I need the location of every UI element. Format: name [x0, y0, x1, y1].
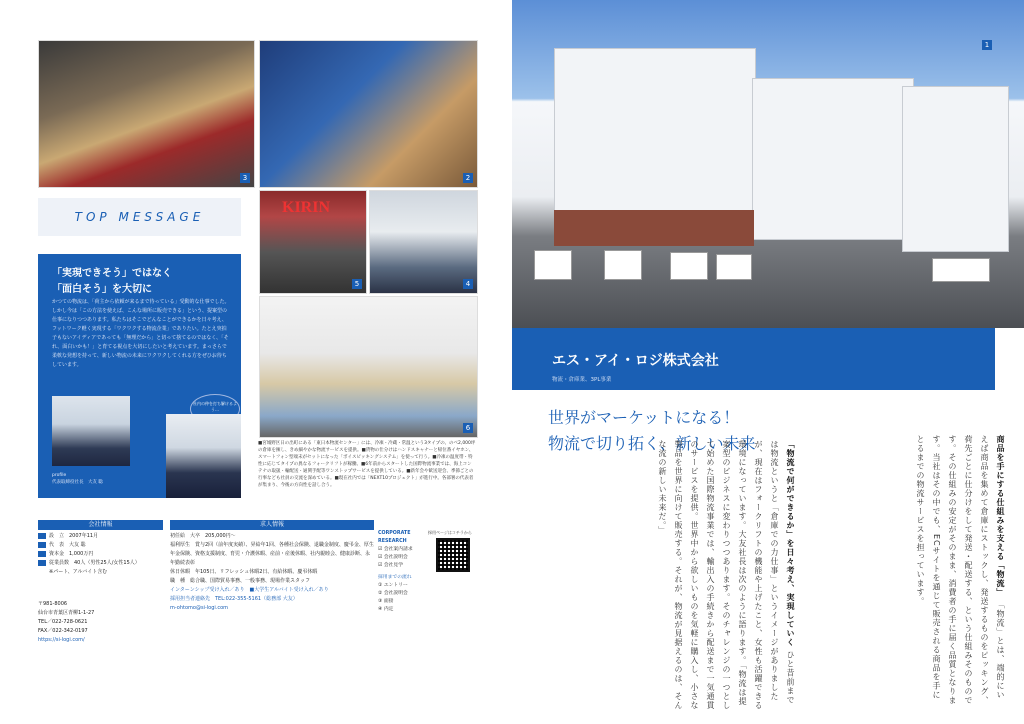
profile-block	[52, 472, 103, 486]
building-left-wing	[554, 48, 756, 230]
truck	[670, 252, 708, 280]
address-block	[38, 600, 163, 645]
company-info-note: ※パート、アルバイト含む	[49, 569, 108, 575]
column-2-heading: 「物流で何ができるか」を日々考え、実現していく	[786, 440, 795, 647]
ceo-standing-photo	[166, 414, 241, 498]
job-row: 採用担当者連絡先 TEL:022-355-5161（総務部 大友）	[170, 596, 298, 602]
truck	[932, 258, 990, 282]
corp-item[interactable]: ☑ 会社案内請求	[378, 547, 413, 552]
photo-number: 5	[352, 279, 362, 289]
building-right-wing	[902, 86, 1009, 252]
office-phone-photo	[369, 190, 478, 294]
column-2-body: ひと昔前までは物流というと「倉庫での力仕事」というイメージがありましたが、現在はフォークリフトの機能や上げたこと、女性も活躍できる環境になっています。大友社長は次のように語ります。「物流は提案型のビジネスに変わりつつあります。そのチャレンジの一つとして始めた国際物流事業では、輸出入の手続きから配送まで一気通貫のサービスを提供。世界中から欲しいものを気軽に購入し、小さな製品を世界に向けて販売する。それが、物流が見据えるのは、そんな流の新しい未来だ。」	[658, 440, 795, 710]
photo-number: 6	[463, 423, 473, 433]
corp-item[interactable]: ☑ 会社見学	[378, 563, 404, 568]
message-body: かつての物流は、「荷主から依頼が来るまで待っている」受動的な仕事でした。しかし今は「この方法を使えば、こんな場所に販売できる」という、提案型の仕事になりつつあります。私たちはそこでどんなことができるかを日々考え、フットワーク軽く実現する「ワクワクする物流企業」でありたい。たとえ突拍子もないアイディアであっても「無理だから」と切って捨てるのではなく、「それ、面白いかも！」と育てる視点を大切にしたいと考えています。まっさらで柔軟な発想を持って、新しい物流の未来にワクワクしてくれる方をぜひお待ちしています。	[52, 299, 230, 368]
postal-code: 〒981-8006	[38, 601, 68, 607]
meeting-photo	[259, 296, 478, 438]
file-number: file08	[910, 663, 959, 683]
street-address: 仙台市青葉区青柳1-1-27	[38, 610, 95, 616]
warehouse-forklift-photo	[38, 40, 255, 188]
job-row: 休日休暇 年105日、リフレッシュ休暇2日、有給休暇、慶弔休暇	[170, 569, 318, 575]
photo-number: 2	[463, 173, 473, 183]
flow-step: ④ 内定	[378, 607, 394, 612]
corp-item[interactable]: ☑ 会社説明会	[378, 555, 408, 560]
catch-line-1: 世界がマーケットになる！	[548, 408, 740, 427]
job-row: 職 種 総合職、国際貿易事務、一般事務、現場作業スタッフ	[170, 578, 311, 584]
article-column-1	[818, 435, 1008, 705]
loading-dock	[554, 210, 754, 246]
company-info-row: 資本金 1,000万円	[38, 550, 163, 559]
message-headline	[52, 266, 172, 298]
job-row: 福利厚生 賞与2回（前年度実績）、昇給年1回、各種社会保険、退職金制度、慶弔金、厚生年金保険、資格支援制度、育児・介護休暇、産前・産後休暇、社内親睦会、健康診断、永年勤続表彰	[170, 542, 374, 566]
job-row: インターンシップ受け入れ／あり ■大学生アルバイト受け入れ／あり	[170, 587, 329, 593]
qr-caption: 採用ページはコチラから	[428, 530, 472, 535]
flow-step: ① エントリー	[378, 583, 408, 588]
company-info-row: 設 立 2007年11月	[38, 532, 163, 541]
photo-number: 4	[463, 279, 473, 289]
ceo-seated-photo	[52, 396, 130, 466]
building-middle-wing	[752, 78, 914, 240]
warehouse-building-photo	[512, 0, 1024, 328]
corporate-research-title: CORPORATE RESEARCH	[378, 531, 411, 544]
company-info-row: 代 表 大友 聡	[38, 541, 163, 550]
photo-number: 1	[982, 40, 992, 50]
company-info-list	[38, 532, 163, 577]
recruit-email[interactable]: m-ohtomo@si-logi.com	[170, 605, 229, 611]
right-page	[512, 0, 1024, 724]
voice-picking-worker-photo	[259, 40, 478, 188]
flow-step: ③ 面接	[378, 599, 394, 604]
qr-code-icon[interactable]	[436, 538, 470, 572]
phone-number: TEL／022-728-0621	[38, 619, 88, 625]
truck	[534, 250, 572, 280]
truck	[604, 250, 642, 280]
company-info-heading: 会社情報	[38, 520, 163, 530]
flow-title: 採用までの流れ	[378, 575, 412, 580]
photo-number: 3	[240, 173, 250, 183]
headline-line-2: 「面白そう」を大切に	[52, 284, 152, 295]
flow-step: ② 会社説明会	[378, 591, 408, 596]
website-link[interactable]: https://si-logi.com/	[38, 637, 85, 643]
article-column-2	[548, 440, 798, 710]
column-1-body: 「物流」とは、端的にいえば商品を集めて倉庫にストックし、発送するものをピッキング、荷先ごとに仕分けをして発送・配送する、という仕組みそのものです。その仕組みの安定がそのまま、消費者の手に届く品質となります。当社はその中でも、ECサイトを通じて販売される商品を手にとるまでの物流サービスを担っています。	[916, 435, 1005, 705]
fax-number: FAX／022-342-0197	[38, 628, 88, 634]
jobs-list	[170, 532, 374, 613]
company-info-row: 従業員数 40人（男性25人/女性15人）	[38, 559, 163, 568]
top-message-title: TOP MESSAGE	[74, 210, 205, 224]
profile-role: 代表取締役社長 大友 聡	[52, 480, 103, 485]
group-event-photo	[259, 190, 367, 294]
profile-label: profile	[52, 473, 67, 478]
catch-line-2: 物流で切り拓く、新しい未来	[548, 434, 756, 453]
job-row: 初任給 大卒 205,000円〜	[170, 533, 236, 539]
column-1-heading: 商品を手にする仕組みを支える「物流」	[996, 435, 1005, 597]
truck	[716, 254, 752, 280]
top-message-box	[38, 198, 241, 236]
company-category: 物流・倉庫業、3PL事業	[552, 377, 612, 383]
jobs-heading: 求人情報	[170, 520, 374, 530]
company-name: エス・アイ・ロジ株式会社	[552, 353, 719, 369]
photo-captions: ■宮城野区日の出町にある「東日本物流センター」には、冷凍・冷蔵・常温という3タイプの、のべ2,000坪の倉庫を擁し、きめ細やかな物流サービスを提供。■貨物の仕分けはハンドスキャナーと帰位番イヤホン、スマートフォン型端末がセットになった「ボイスピッキングシステム」を使って行う。■冷凍の温度帯・特性に応じてタイプの異なるフォークリフトが稼働。■6年前からスタートした国際物流事業では、海上コンテナの取扱・輸配送・通関手配等ワンストップサービスを提供している。■新年会や歓送迎会、季節ごとの行事なども社員の交流を深めている。■現在社内では「NEXT10プロジェクト」が進行中。各部署の代表者が集まり、今後の方向性を話し合う。	[258, 441, 476, 488]
kirin-sign: KIRIN	[282, 199, 331, 216]
speech-bubble: 社内の仲を打ち解けるよう…	[190, 394, 240, 424]
headline-line-1: 「実現できそう」ではなく	[52, 268, 172, 279]
